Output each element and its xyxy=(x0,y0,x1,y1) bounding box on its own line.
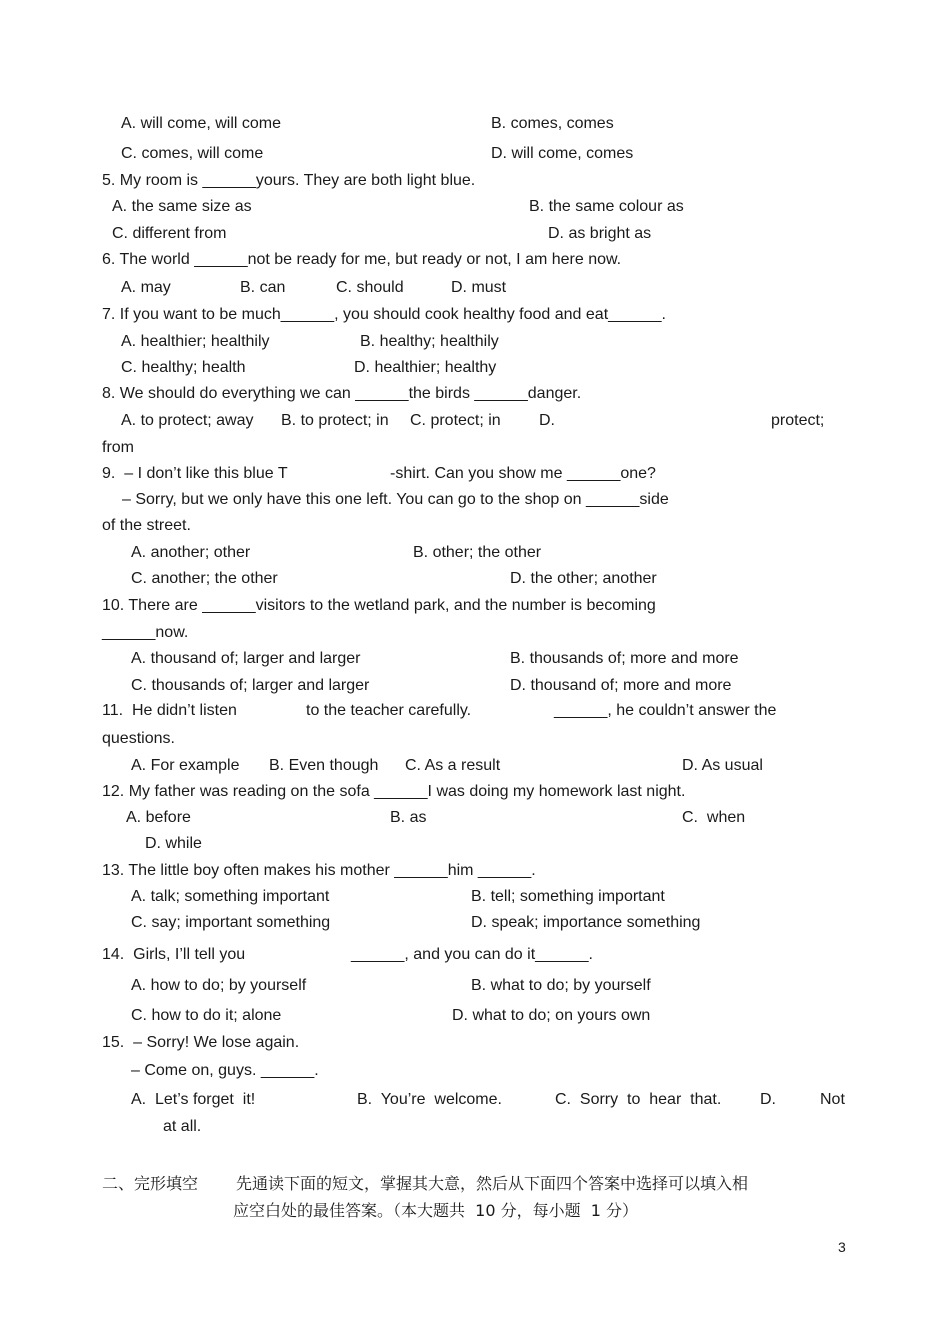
q10-option-b: B. thousands of; more and more xyxy=(510,650,739,667)
q8-option-c: C. protect; in xyxy=(410,412,501,429)
q9-line3: of the street. xyxy=(102,517,191,534)
q13-option-a: A. talk; something important xyxy=(131,888,330,905)
q6-option-a: A. may xyxy=(121,279,171,296)
q7-option-a: A. healthier; healthily xyxy=(121,333,270,350)
q5-option-b: B. the same colour as xyxy=(529,198,684,215)
q6-option-b: B. can xyxy=(240,279,286,296)
q8-option-d-text: protect; xyxy=(771,412,825,429)
q13-option-d: D. speak; importance something xyxy=(471,914,701,931)
q6-stem: 6. The world ______not be ready for me, but ready or not, I am here now. xyxy=(102,251,622,268)
q10-option-d: D. thousand of; more and more xyxy=(510,677,732,694)
section-instructions-line2: 应空白处的最佳答案。（本大题共 10 分，每小题 1 分） xyxy=(233,1201,639,1220)
q15-option-d-label: D. xyxy=(760,1091,776,1108)
q8-option-a: A. to protect; away xyxy=(121,412,254,429)
q12-option-b: B. as xyxy=(390,809,427,826)
q6-option-d: D. must xyxy=(451,279,507,296)
q15-option-c: C. Sorry to hear that. xyxy=(555,1091,722,1108)
q9-line1-b: -shirt. Can you show me ______one? xyxy=(390,465,656,482)
q11-line2: questions. xyxy=(102,730,175,747)
q8-option-d-label: D. xyxy=(539,412,555,429)
q8-option-b: B. to protect; in xyxy=(281,412,389,429)
q11-option-d: D. As usual xyxy=(682,757,763,774)
q14-option-b: B. what to do; by yourself xyxy=(471,977,651,994)
q5-stem: 5. My room is ______yours. They are both light blue. xyxy=(102,172,476,189)
q10-line2: ______now. xyxy=(102,624,189,641)
q15-option-b: B. You’re welcome. xyxy=(357,1091,502,1108)
q10-option-a: A. thousand of; larger and larger xyxy=(131,650,361,667)
q14-stem-b: ______, and you can do it______. xyxy=(351,946,593,963)
q9-option-b: B. other; the other xyxy=(413,544,542,561)
section-instructions-line1: 先通读下面的短文，掌握其大意，然后从下面四个答案中选择可以填入相 xyxy=(236,1174,749,1193)
q12-option-a: A. before xyxy=(126,809,191,826)
q14-option-d: D. what to do; on yours own xyxy=(452,1007,651,1024)
q9-line2: – Sorry, but we only have this one left. You can go to the shop on ______side xyxy=(122,491,669,508)
q6-option-c: C. should xyxy=(336,279,404,296)
q9-option-a: A. another; other xyxy=(131,544,251,561)
q12-option-c: C. when xyxy=(682,809,746,826)
q13-option-b: B. tell; something important xyxy=(471,888,665,905)
q11-option-b: B. Even though xyxy=(269,757,379,774)
q5-option-c: C. different from xyxy=(112,225,227,242)
q15-option-d-text: Not xyxy=(820,1091,845,1108)
q10-option-c: C. thousands of; larger and larger xyxy=(131,677,370,694)
page-number: 3 xyxy=(838,1239,846,1255)
q7-option-d: D. healthier; healthy xyxy=(354,359,497,376)
q8-stem: 8. We should do everything we can ______the birds ______danger. xyxy=(102,385,582,402)
q14-option-a: A. how to do; by yourself xyxy=(131,977,307,994)
section-title: 二、完形填空 xyxy=(102,1174,199,1193)
q14-option-c: C. how to do it; alone xyxy=(131,1007,282,1024)
q9-option-c: C. another; the other xyxy=(131,570,278,587)
q12-stem: 12. My father was reading on the sofa ______I was doing my homework last night. xyxy=(102,783,686,800)
q4-option-a: A. will come, will come xyxy=(121,115,282,132)
q9-line1-a: 9. – I don’t like this blue T xyxy=(102,465,288,482)
q5-option-a: A. the same size as xyxy=(112,198,252,215)
q9-option-d: D. the other; another xyxy=(510,570,657,587)
q11-line1-a: 11. He didn’t listen xyxy=(102,702,237,719)
q7-option-b: B. healthy; healthily xyxy=(360,333,499,350)
q15-option-d-text-cont: at all. xyxy=(163,1118,202,1135)
q13-option-c: C. say; important something xyxy=(131,914,331,931)
q7-option-c: C. healthy; health xyxy=(121,359,246,376)
q7-stem: 7. If you want to be much______, you should cook healthy food and eat______. xyxy=(102,306,666,323)
q13-stem: 13. The little boy often makes his mother ______him ______. xyxy=(102,862,536,879)
q11-option-c: C. As a result xyxy=(405,757,501,774)
q4-option-d: D. will come, comes xyxy=(491,145,634,162)
q15-option-a: A. Let’s forget it! xyxy=(131,1091,256,1108)
q14-stem-a: 14. Girls, I’ll tell you xyxy=(102,946,246,963)
q4-option-c: C. comes, will come xyxy=(121,145,264,162)
q15-line2: – Come on, guys. ______. xyxy=(131,1062,319,1079)
q8-option-d-text-cont: from xyxy=(102,439,134,456)
q4-option-b: B. comes, comes xyxy=(491,115,614,132)
q12-option-d: D. while xyxy=(145,835,202,852)
q10-line1: 10. There are ______visitors to the wetland park, and the number is becoming xyxy=(102,597,656,614)
q11-line1-c: ______, he couldn’t answer the xyxy=(554,702,777,719)
q15-line1: 15. – Sorry! We lose again. xyxy=(102,1034,300,1051)
q5-option-d: D. as bright as xyxy=(548,225,652,242)
q11-option-a: A. For example xyxy=(131,757,240,774)
q11-line1-b: to the teacher carefully. xyxy=(306,702,472,719)
